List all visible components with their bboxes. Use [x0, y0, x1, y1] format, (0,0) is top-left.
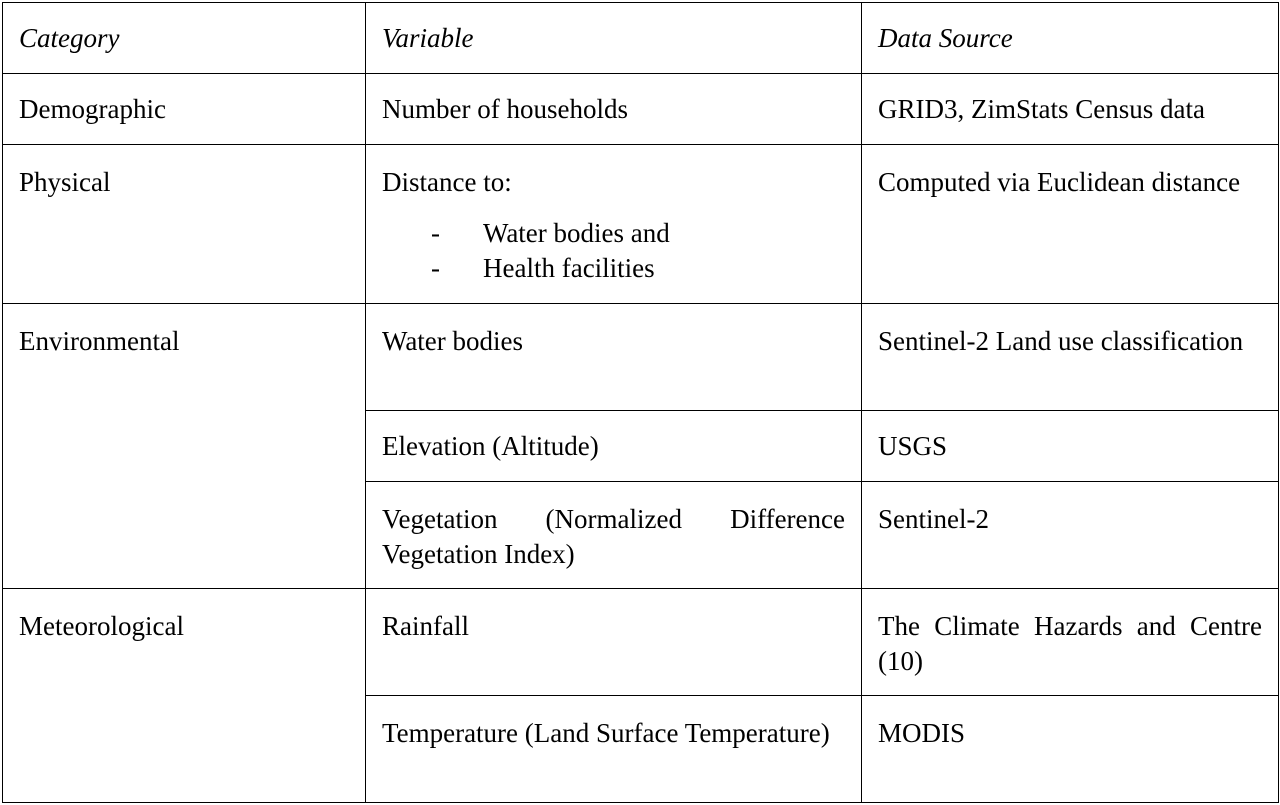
variable-cell: Temperature (Land Surface Temperature): [366, 696, 862, 803]
dash-marker: -: [431, 218, 440, 248]
variable-cell: Elevation (Altitude): [366, 411, 862, 482]
table-row: [3, 74, 1279, 145]
table-row: [3, 589, 1279, 696]
list-item: [382, 251, 845, 286]
category-cell: Environmental: [3, 304, 366, 589]
category-cell: Physical: [3, 145, 366, 304]
variable-cell: Vegetation (Normalized Difference Vegetation Index): [366, 482, 862, 589]
source-cell: The Climate Hazards and Centre (10): [862, 589, 1279, 696]
variable-cell: Rainfall: [366, 589, 862, 696]
variable-label: Distance to:: [382, 167, 512, 197]
variable-cell: Number of households: [366, 74, 862, 145]
category-cell: Demographic: [3, 74, 366, 145]
variable-cell: [366, 145, 862, 304]
category-cell: Meteorological: [3, 589, 366, 803]
source-cell: Computed via Euclidean distance: [862, 145, 1279, 304]
source-cell: GRID3, ZimStats Census data: [862, 74, 1279, 145]
list-item-text: Water bodies and: [483, 218, 670, 248]
header-variable: Variable: [366, 3, 862, 74]
source-cell: Sentinel-2: [862, 482, 1279, 589]
variable-cell: Water bodies: [366, 304, 862, 411]
source-cell: MODIS: [862, 696, 1279, 803]
source-cell: Sentinel-2 Land use classification: [862, 304, 1279, 411]
table-header-row: [3, 3, 1279, 74]
list-item-text: Health facilities: [483, 253, 655, 283]
table-row: [3, 304, 1279, 411]
dash-marker: -: [431, 253, 440, 283]
table-row: [3, 145, 1279, 304]
bullet-list: [382, 216, 845, 286]
header-category: Category: [3, 3, 366, 74]
source-cell: USGS: [862, 411, 1279, 482]
list-item: [382, 216, 845, 251]
data-sources-table: [2, 2, 1279, 803]
header-data-source: Data Source: [862, 3, 1279, 74]
